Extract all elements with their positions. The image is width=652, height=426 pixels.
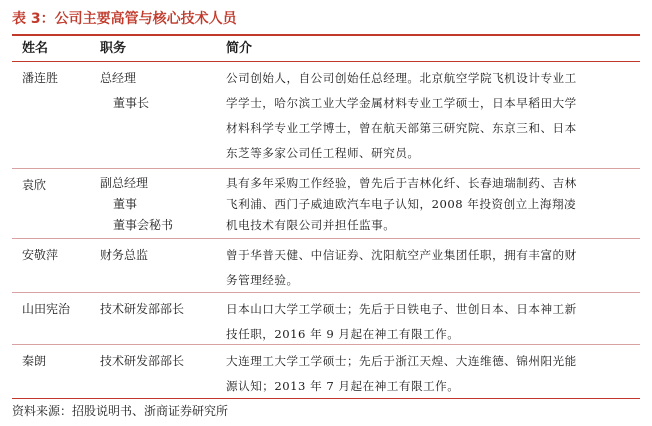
person-intro xyxy=(226,66,638,166)
intro-line: 务管理经验。 xyxy=(226,273,299,287)
top-rule xyxy=(12,34,640,36)
intro-line: 飞利浦、西门子威迪欧汽车电子认知，2008 年投资创立上海翔凌 xyxy=(226,197,577,211)
table-row xyxy=(12,293,640,345)
role-text: 财务总监 xyxy=(100,248,149,262)
intro-line: 曾于华普天健、中信证券、沈阳航空产业集团任职，拥有丰富的财 xyxy=(226,248,577,262)
person-intro xyxy=(226,243,638,293)
intro-line: 源认知；2013 年 7 月起在神工有限工作。 xyxy=(226,379,460,393)
role-text: 技术研发部部长 xyxy=(100,354,185,368)
role-text: 董事长 xyxy=(113,96,150,110)
intro-line: 技任职，2016 年 9 月起在神工有限工作。 xyxy=(226,327,460,341)
person-intro xyxy=(226,297,638,347)
intro-line: 机电技术有限公司并担任监事。 xyxy=(226,218,396,232)
intro-line: 大连理工大学工学硕士；先后于浙江天煌、大连维德、锦州阳光能 xyxy=(226,354,577,368)
table-row xyxy=(12,169,640,239)
header-name: 姓名 xyxy=(22,41,49,56)
table-row xyxy=(12,239,640,293)
person-intro xyxy=(226,349,638,399)
person-roles xyxy=(100,66,230,116)
role-text: 副总经理 xyxy=(100,176,149,190)
intro-line: 具有多年采购工作经验，曾先后于吉林化纤、长春迪瑞制药、吉林 xyxy=(226,176,577,190)
person-roles xyxy=(100,243,230,268)
role-text: 总经理 xyxy=(100,71,137,85)
person-name: 袁欣 xyxy=(22,178,47,192)
role-text: 董事 xyxy=(113,197,138,211)
person-roles xyxy=(100,173,230,236)
person-roles xyxy=(100,297,230,322)
person-name: 安敬萍 xyxy=(22,248,59,262)
bottom-rule xyxy=(12,398,640,399)
table-title: 表 3：公司主要高管与核心技术人员 xyxy=(12,11,237,27)
intro-line: 材料科学专业工学博士，曾在航天部第三研究院、东京三和、日本 xyxy=(226,121,577,135)
person-intro xyxy=(226,173,638,236)
role-text: 技术研发部部长 xyxy=(100,302,185,316)
source-note: 资料来源：招股说明书、浙商证券研究所 xyxy=(12,404,229,418)
role-text: 董事会秘书 xyxy=(113,218,174,232)
table-row xyxy=(12,345,640,399)
header-role: 职务 xyxy=(100,41,127,56)
intro-line: 东芝等多家公司任工程师、研究员。 xyxy=(226,146,420,160)
header-intro: 简介 xyxy=(226,41,253,56)
person-roles xyxy=(100,349,230,374)
person-name: 山田宪治 xyxy=(22,302,71,316)
table-row xyxy=(12,62,640,169)
person-name: 秦朗 xyxy=(22,354,47,368)
person-name: 潘连胜 xyxy=(22,71,59,85)
intro-line: 日本山口大学工学硕士；先后于日铁电子、世创日本、日本神工新 xyxy=(226,302,577,316)
intro-line: 学学士，哈尔滨工业大学金属材料专业工学硕士，日本早稻田大学 xyxy=(226,96,577,110)
intro-line: 公司创始人，自公司创始任总经理。北京航空学院飞机设计专业工 xyxy=(226,71,577,85)
